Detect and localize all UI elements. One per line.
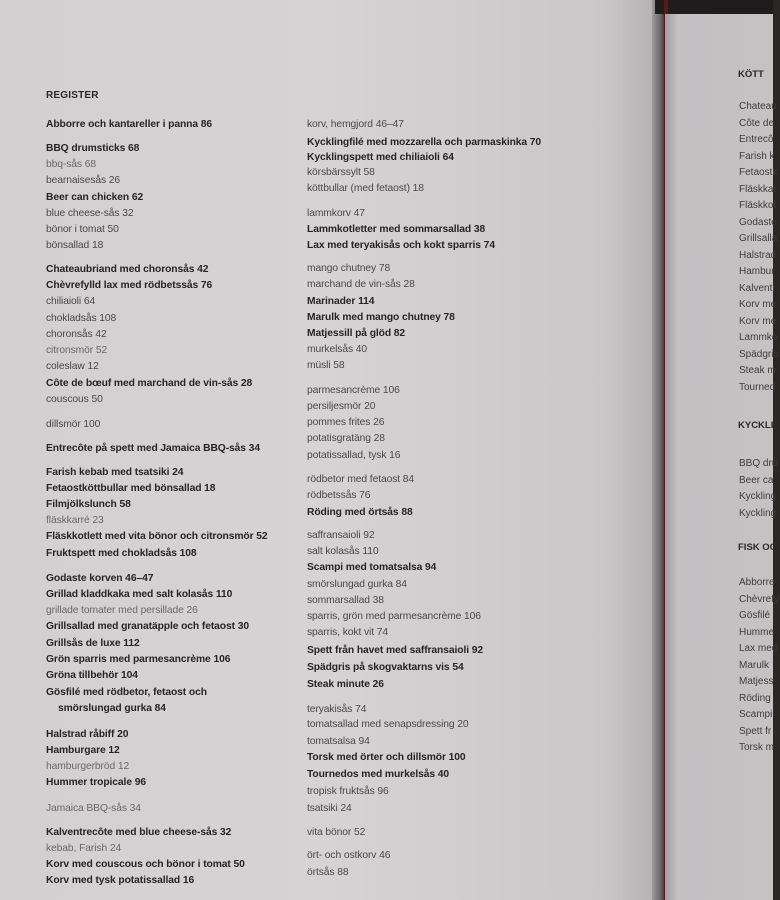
index-entry: potatissallad, tysk 16 <box>307 450 401 461</box>
index-entry: korv, hemgjord 46–47 <box>307 119 404 130</box>
index-entry: bearnaisesås 26 <box>46 175 121 186</box>
index-entry: Kycklingfilé med mozzarella och parmaskinka 70 <box>307 137 542 148</box>
index-entry: smörslungad gurka 84 <box>307 579 407 590</box>
index-entry: blue cheese-sås 32 <box>46 208 134 219</box>
index-entry: murkelsås 40 <box>307 344 368 355</box>
index-entry: Grön sparris med parmesancrème 106 <box>46 654 231 665</box>
index-entry: citronsmör 52 <box>46 345 108 356</box>
index-entry: Spett från havet med saffransaioli 92 <box>307 645 483 656</box>
index-entry: BBQ dru <box>739 458 778 469</box>
index-entry: Scampi med tomatsalsa 94 <box>307 562 437 573</box>
index-entry: rödbetssås 76 <box>307 490 371 501</box>
index-entry: grillade tomater med persillade 26 <box>46 605 198 616</box>
index-entry: Matjess <box>739 676 774 687</box>
index-entry: Korv me <box>739 315 777 327</box>
index-entry: Grillsallad med granatäpple och fetaost 30 <box>46 621 249 632</box>
index-entry: teryakisås 74 <box>307 704 367 715</box>
index-entry: Entrecô <box>739 134 774 145</box>
index-entry: ört- och ostkorv 46 <box>307 850 391 861</box>
index-entry: Tournedos med murkelsås 40 <box>307 769 449 780</box>
index-entry: bbq-sås 68 <box>46 159 96 170</box>
index-entry: Lammko <box>739 332 778 343</box>
index-entry: kebab, Farish 24 <box>46 843 122 854</box>
index-entry: körsbärssylt 58 <box>307 167 375 178</box>
index-entry: Kyckling <box>739 507 777 519</box>
index-entry: tomatsallad med senapsdressing 20 <box>307 719 469 730</box>
index-entry: Fläskkot <box>739 200 777 211</box>
index-entry: Gösfilé <box>739 610 771 621</box>
index-entry: Fetaostk <box>739 167 778 178</box>
index-entry: Scampi <box>739 709 773 720</box>
index-entry: Humme <box>739 626 775 638</box>
index-entry: Röding <box>739 692 771 704</box>
index-entry: Steak m <box>739 365 776 376</box>
index-entry: chiliaioli 64 <box>46 296 96 307</box>
index-entry: müsli 58 <box>307 360 345 371</box>
index-entry: chokladsås 108 <box>46 313 117 324</box>
index-entry: mango chutney 78 <box>307 263 391 274</box>
index-entry: Marulk <box>739 659 770 671</box>
index-entry: Hummer tropicale 96 <box>46 777 146 788</box>
index-entry: Filmjölkslunch 58 <box>46 499 131 510</box>
index-entry: tropisk fruktsås 96 <box>307 786 389 797</box>
index-entry: Lammkotletter med sommarsallad 38 <box>307 224 486 235</box>
index-entry: Kalventrecôte med blue cheese-sås 32 <box>46 827 232 838</box>
index-entry: tomatsalsa 94 <box>307 736 370 747</box>
index-entry: hamburgerbröd 12 <box>46 761 130 772</box>
index-entry: Fläskkotlett med vita bönor och citronsmör 52 <box>46 531 268 542</box>
index-entry: Torsk med örter och dillsmör 100 <box>307 752 466 763</box>
index-entry: Abborre och kantareller i panna 86 <box>46 119 212 130</box>
index-entry: Farish kebab med tsatsiki 24 <box>46 467 184 478</box>
index-entry: Fruktspett med chokladsås 108 <box>46 548 197 559</box>
index-entry: Fetaostköttbullar med bönsallad 18 <box>46 483 216 494</box>
index-entry: Spett fr <box>739 725 772 737</box>
index-entry: saffransaioli 92 <box>307 530 375 541</box>
index-entry: Torsk m <box>739 742 774 753</box>
index-entry: Spädgris på skogvaktarns vis 54 <box>307 662 464 673</box>
index-entry: bönor i tomat 50 <box>46 224 119 235</box>
index-entry: Korv me <box>739 299 777 310</box>
index-entry: Halstrad <box>739 249 777 261</box>
index-entry: smörslungad gurka 84 <box>58 703 166 714</box>
index-entry: rödbetor med fetaost 84 <box>307 474 415 485</box>
index-entry: Fläskkar <box>739 183 777 195</box>
index-entry: Entrecôte på spett med Jamaica BBQ-sås 34 <box>46 443 260 454</box>
index-entry: Steak minute 26 <box>307 679 384 690</box>
index-entry: Jamaica BBQ-sås 34 <box>46 803 141 814</box>
index-entry: köttbullar (med fetaost) 18 <box>307 183 424 194</box>
index-entry: dillsmör 100 <box>46 419 101 430</box>
index-entry: Grillsalla <box>739 233 778 244</box>
index-entry: sommarsallad 38 <box>307 595 384 606</box>
index-entry: Chateaubriand med choronsås 42 <box>46 264 209 275</box>
index-entry: vita bönor 52 <box>307 827 366 838</box>
index-entry: marchand de vin-sås 28 <box>307 279 415 290</box>
index-entry: Chèvrefy <box>739 593 780 605</box>
index-entry: Marinader 114 <box>307 296 375 307</box>
index-entry: Godaste <box>739 216 777 228</box>
index-entry: salt kolasås 110 <box>307 546 379 557</box>
index-entry: Côte de bœuf med marchand de vin-sås 28 <box>46 378 253 389</box>
index-entry: Kalventr <box>739 282 776 294</box>
index-entry: Lax med <box>739 643 778 654</box>
index-entry: Spädgris <box>739 348 779 360</box>
index-entry: sparris, kokt vit 74 <box>307 627 388 638</box>
index-entry: Kyckling <box>739 491 777 502</box>
index-entry: potatisgratäng 28 <box>307 433 385 444</box>
index-entry: Röding med örtsås 88 <box>307 507 413 518</box>
index-entry: Kycklingspett med chiliaioli 64 <box>307 152 454 163</box>
background-strip <box>655 0 773 14</box>
index-entry: Chèvrefylld lax med rödbetssås 76 <box>46 280 213 291</box>
index-page-right <box>665 14 780 900</box>
index-entry: Lax med teryakisås och kokt sparris 74 <box>307 240 495 251</box>
index-entry: Gröna tillbehör 104 <box>46 670 138 681</box>
index-entry: Grillsås de luxe 112 <box>46 638 140 649</box>
index-entry: tsatsiki 24 <box>307 803 352 814</box>
index-entry: Tourned <box>739 381 776 393</box>
index-entry: Côte de <box>739 117 775 129</box>
register-heading: REGISTER <box>46 90 99 101</box>
index-entry: Abborre <box>739 577 775 588</box>
index-entry: parmesancrème 106 <box>307 385 400 396</box>
category-heading-fish: FISK OC <box>738 542 777 553</box>
index-entry: BBQ drumsticks 68 <box>46 143 140 154</box>
category-heading-meat: KÖTT <box>738 69 764 80</box>
index-entry: Halstrad råbiff 20 <box>46 729 129 740</box>
index-entry: Farish k <box>739 150 775 162</box>
index-entry: Gösfilé med rödbetor, fetaost och <box>46 687 207 698</box>
index-entry: fläskkarré 23 <box>46 515 104 526</box>
index-entry: Godaste korven 46–47 <box>46 573 154 584</box>
index-entry: örtsås 88 <box>307 867 349 878</box>
index-entry: Marulk med mango chutney 78 <box>307 312 455 323</box>
index-entry: Matjessill på glöd 82 <box>307 328 406 339</box>
index-entry: Korv med couscous och bönor i tomat 50 <box>46 859 245 870</box>
index-entry: choronsås 42 <box>46 329 107 340</box>
index-entry: pommes frites 26 <box>307 417 385 428</box>
index-entry: couscous 50 <box>46 394 103 405</box>
index-entry: coleslaw 12 <box>46 361 99 372</box>
index-entry: Hamburgare 12 <box>46 745 120 756</box>
index-entry: sparris, grön med parmesancrème 106 <box>307 611 481 622</box>
category-heading-chicken: KYCKLIN <box>738 420 780 431</box>
index-entry: bönsallad 18 <box>46 240 104 251</box>
index-entry: Beer can chicken 62 <box>46 192 144 203</box>
index-entry: Chateau <box>739 101 777 112</box>
index-entry: lammkorv 47 <box>307 208 365 219</box>
index-entry: Grillad kladdkaka med salt kolasås 110 <box>46 589 233 600</box>
index-entry: Hambur <box>739 266 775 277</box>
index-entry: persiljesmör 20 <box>307 401 376 412</box>
index-entry: Korv med tysk potatissallad 16 <box>46 875 195 886</box>
index-entry: Beer ca <box>739 474 774 486</box>
